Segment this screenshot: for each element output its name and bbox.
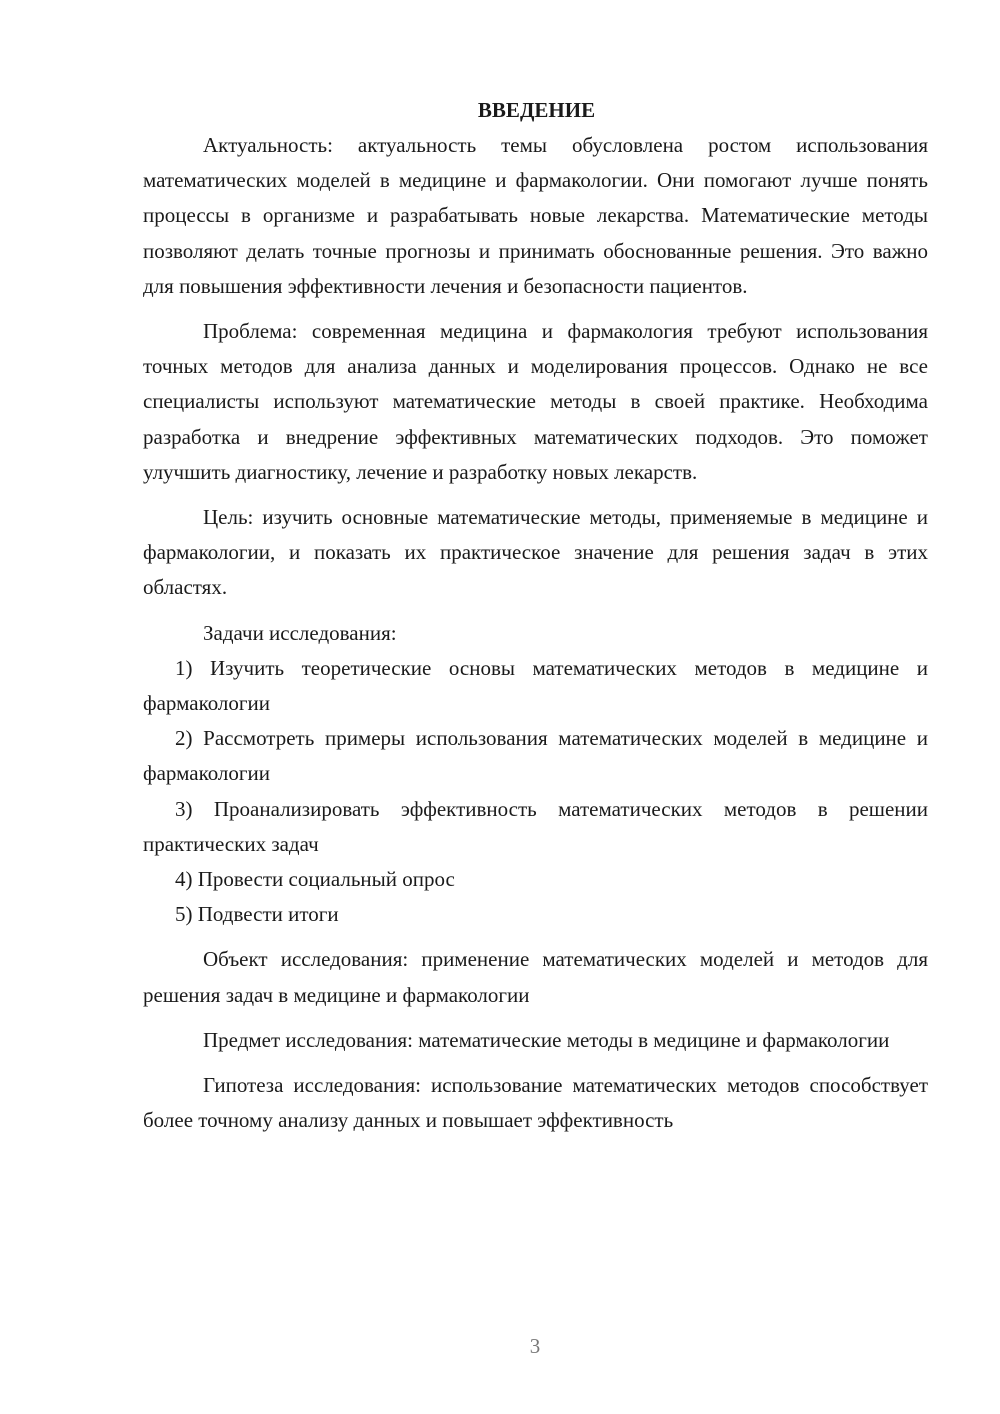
object-paragraph: Объект исследования: применение математических моделей и методов для решения задач в медицине и фармакологии bbox=[143, 947, 928, 1007]
tasks-title: Задачи исследования: bbox=[203, 620, 397, 645]
relevance-paragraph: Актуальность: актуальность темы обусловлена ростом использования математических моделей в медицине и фармакологии. Они помогают лучше понять процессы в организме и разрабатывать новые лекарства. Математические методы позволяют делать точные прогнозы и принимать обоснованные решения. Это важно для повышения эффективности лечения и безопасности пациентов. bbox=[143, 133, 928, 298]
section-heading: ВВЕДЕНИЕ bbox=[477, 98, 596, 122]
task-item-5: 5) Подвести итоги bbox=[175, 902, 339, 927]
document-page bbox=[143, 95, 928, 1138]
goal-paragraph: Цель: изучить основные математические методы, применяемые в медицине и фармакологии, и показать их практическое значение для решения задач в этих областях. bbox=[143, 505, 928, 600]
task-item-3: 3) Проанализировать эффективность математических методов в решении практических задач bbox=[143, 796, 928, 856]
hypothesis-paragraph: Гипотеза исследования: использование математических методов способствует более точному анализу данных и повышает эффективность bbox=[143, 1073, 928, 1133]
problem-paragraph: Проблема: современная медицина и фармакология требуют использования точных методов для анализа данных и моделирования процессов. Однако не все специалисты используют математические методы в своей практике. Необходима разработка и внедрение эффективных математических подходов. Это поможет улучшить диагностику, лечение и разработку новых лекарств. bbox=[143, 319, 928, 484]
subject-paragraph: Предмет исследования: математические методы в медицине и фармакологии bbox=[203, 1027, 890, 1052]
task-item-4: 4) Провести социальный опрос bbox=[175, 867, 455, 892]
page-number: 3 bbox=[529, 1334, 541, 1358]
task-item-2: 2) Рассмотреть примеры использования математических моделей в медицине и фармакологии bbox=[143, 726, 928, 786]
task-item-1: 1) Изучить теоретические основы математических методов в медицине и фармакологии bbox=[143, 655, 928, 716]
